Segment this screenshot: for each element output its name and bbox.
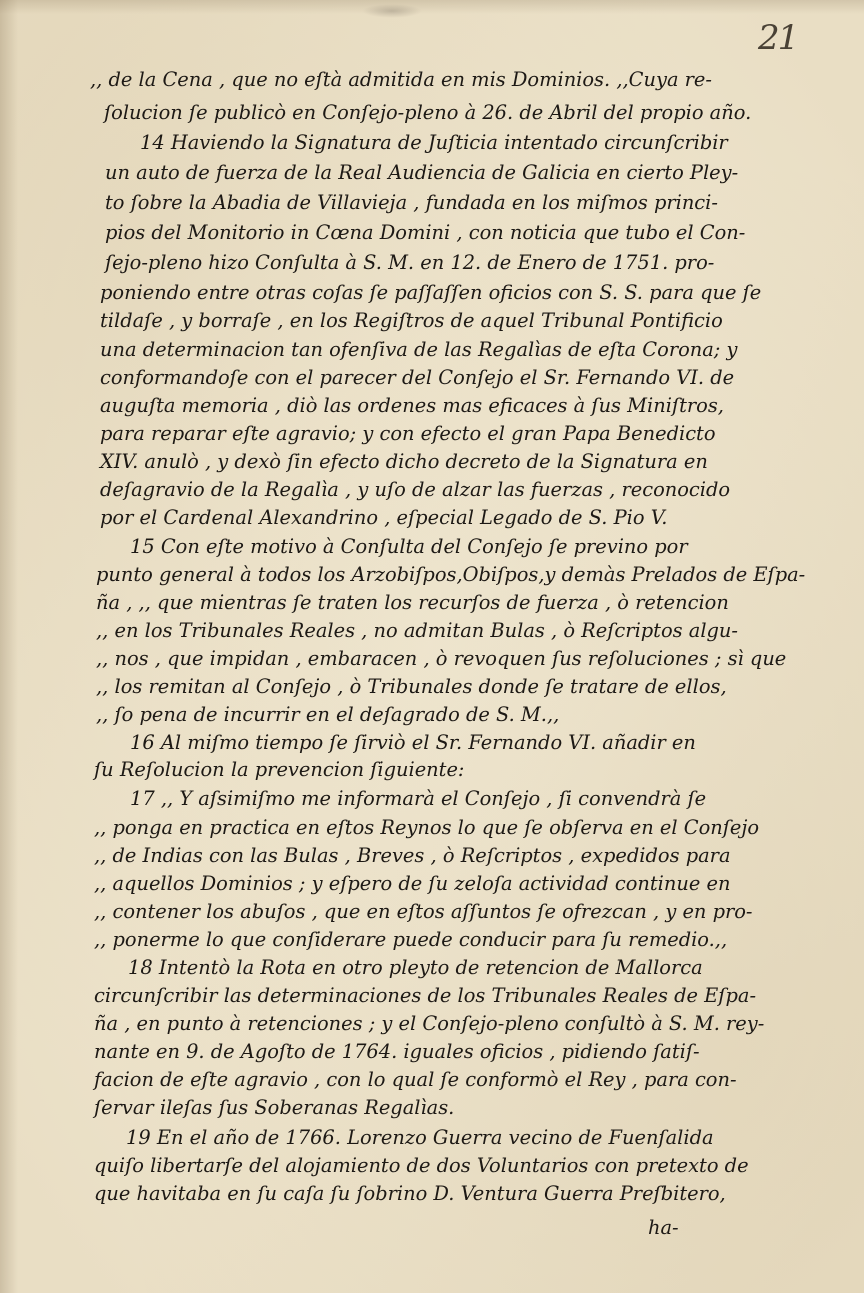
- text-line: conformandoſe con el parecer del Conſejo el Sr. Fernando VI. de: [100, 366, 735, 389]
- text-line: ha-: [648, 1216, 679, 1239]
- text-line: to ſobre la Abadia de Villavieja , fundada en los miſmos princi-: [105, 191, 718, 214]
- text-line: circunſcribir las determinaciones de los Tribunales Reales de Eſpa-: [94, 984, 756, 1007]
- text-line: ,, ſo pena de incurrir en el deſagrado de S. M.,,: [96, 703, 560, 726]
- text-line: auguſta memoria , diò las ordenes mas eficaces à ſus Miniſtros,: [100, 394, 724, 417]
- text-line: que havitaba en ſu caſa ſu ſobrino D. Ventura Guerra Preſbitero,: [94, 1182, 726, 1205]
- text-line: punto general à todos los Arzobiſpos,Obiſpos,y demàs Prelados de Eſpa-: [96, 563, 806, 586]
- text-line: XIV. anulò , y dexò ſin efecto dicho decreto de la Signatura en: [100, 450, 708, 473]
- text-line: por el Cardenal Alexandrino , eſpecial Legado de S. Pio V.: [100, 506, 668, 529]
- text-line: ,, de la Cena , que no eſtà admitida en mis Dominios. ,,Cuya re-: [90, 68, 712, 91]
- text-line: ſejo-pleno hizo Conſulta à S. M. en 12. de Enero de 1751. pro-: [105, 251, 715, 274]
- page-number: 21: [758, 18, 798, 58]
- text-line: para reparar eſte agravio; y con efecto el gran Papa Benedicto: [100, 422, 716, 445]
- text-line: deſagravio de la Regalìa , y uſo de alzar las fuerzas , reconocido: [100, 478, 731, 501]
- text-line: ña , ,, que mientras ſe traten los recurſos de fuerza , ò retencion: [96, 591, 729, 614]
- text-line: 16 Al miſmo tiempo ſe ſirviò el Sr. Fernando VI. añadir en: [130, 731, 696, 754]
- text-line: facion de eſte agravio , con lo qual ſe conformò el Rey , para con-: [94, 1068, 737, 1091]
- text-line: nante en 9. de Agoſto de 1764. iguales oficios , pidiendo ſatiſ-: [94, 1040, 700, 1063]
- text-line: una determinacion tan ofenſiva de las Regalìas de eſta Corona; y: [100, 338, 738, 361]
- text-line: poniendo entre otras coſas ſe paſſaſſen oficios con S. S. para que ſe: [100, 281, 762, 304]
- text-line: 19 En el año de 1766. Lorenzo Guerra vecino de Fuenſalida: [126, 1126, 714, 1149]
- text-line: quiſo libertarſe del alojamiento de dos Voluntarios con pretexto de: [94, 1154, 749, 1177]
- text-line: un auto de fuerza de la Real Audiencia de Galicia en cierto Pley-: [105, 161, 739, 184]
- text-line: ,, en los Tribunales Reales , no admitan Bulas , ò Reſcriptos algu-: [96, 619, 738, 642]
- text-line: ,, de Indias con las Bulas , Breves , ò Reſcriptos , expedidos para: [94, 844, 731, 867]
- text-line: ,, los remitan al Conſejo , ò Tribunales donde ſe tratare de ellos,: [96, 675, 727, 698]
- text-line: ,, nos , que impidan , embaracen , ò revoquen ſus reſoluciones ; sì que: [96, 647, 787, 670]
- text-line: 15 Con eſte motivo à Conſulta del Conſejo ſe previno por: [130, 535, 688, 558]
- text-line: ,, aquellos Dominios ; y eſpero de ſu zeloſa actividad continue en: [94, 872, 731, 895]
- text-line: tildaſe , y borraſe , en los Regiſtros de aquel Tribunal Pontificio: [100, 309, 723, 332]
- text-line: ,, contener los abuſos , que en eſtos aſſuntos ſe ofrezcan , y en pro-: [94, 900, 753, 923]
- text-line: ña , en punto à retenciones ; y el Conſejo-pleno conſultò à S. M. rey-: [94, 1012, 765, 1035]
- text-line: ſervar ileſas ſus Soberanas Regalìas.: [94, 1096, 455, 1119]
- text-line: pios del Monitorio in Cœna Domini , con noticia que tubo el Con-: [105, 221, 746, 244]
- text-line: ,, ponerme lo que conſiderare puede conducir para ſu remedio.,,: [94, 928, 728, 951]
- text-line: ſolucion ſe publicò en Conſejo-pleno à 26. de Abril del propio año.: [104, 101, 752, 124]
- text-line: 18 Intentò la Rota en otro pleyto de retencion de Mallorca: [128, 956, 703, 979]
- text-line: ſu Reſolucion la prevencion ſiguiente:: [94, 758, 465, 781]
- text-line: 17 ,, Y aſsimiſmo me informarà el Conſejo , ſi convendrà ſe: [130, 787, 707, 810]
- text-line: 14 Haviendo la Signatura de Juſticia intentado circunſcribir: [140, 131, 728, 154]
- text-line: ,, ponga en practica en eſtos Reynos lo que ſe obſerva en el Conſejo: [94, 816, 760, 839]
